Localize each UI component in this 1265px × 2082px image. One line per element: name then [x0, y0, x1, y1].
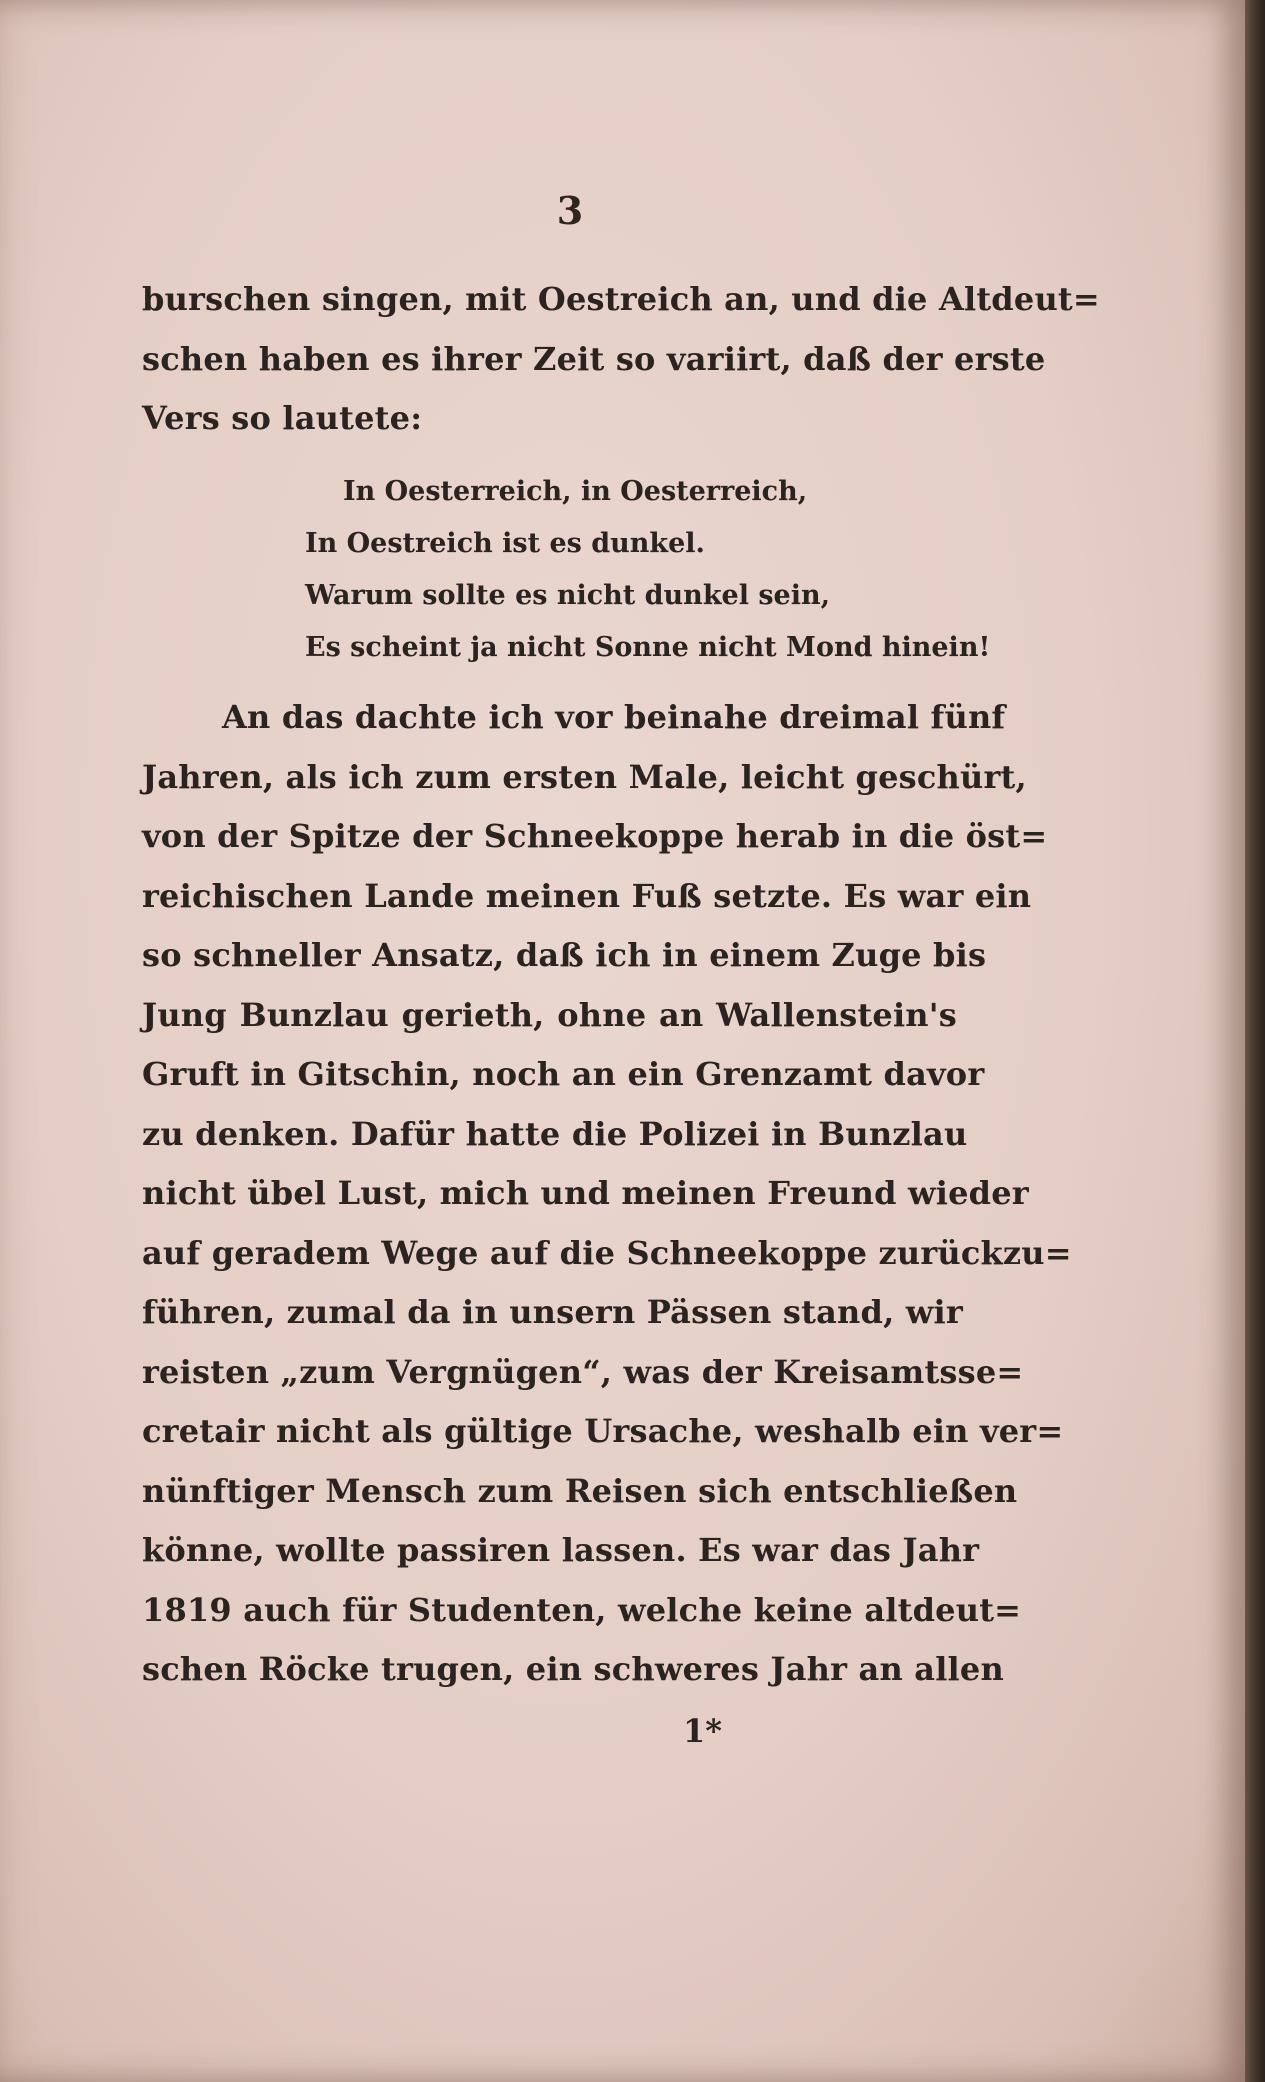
text-line: könne, wollte passiren lassen. Es war das Jahr	[142, 1531, 980, 1569]
text-line: reichischen Lande meinen Fuß setzte. Es war ein	[142, 876, 1032, 915]
text-line: zu denken. Dafür hatte die Polizei in Bunzlau	[142, 1114, 968, 1153]
text-line: 1819 auch für Studenten, welche keine altdeut=	[142, 1590, 1022, 1629]
verse-line: In Oesterreich, in Oesterreich,	[343, 476, 808, 507]
text-line: so schneller Ansatz, daß ich in einem Zuge bis	[142, 936, 987, 974]
text-line: Jung Bunzlau gerieth, ohne an Wallenstein's	[142, 995, 957, 1034]
text-line: cretair nicht als gültige Ursache, weshalb ein ver=	[142, 1412, 1064, 1450]
text-line: burschen singen, mit Oestreich an, und die Altdeut=	[142, 280, 1100, 318]
text-line: Vers so lautete:	[142, 399, 423, 437]
text-line: nünftiger Mensch zum Reisen sich entschließen	[142, 1471, 1018, 1510]
signature-mark: 1*	[683, 1712, 722, 1750]
intro-paragraph	[142, 270, 1100, 449]
text-line: von der Spitze der Schneekoppe herab in die öst=	[142, 817, 1048, 855]
text-line: An das dachte ich vor beinahe dreimal fünf	[222, 698, 1006, 736]
book-spine-edge	[1245, 0, 1265, 2082]
text-line: Gruft in Gitschin, noch an ein Grenzamt davor	[142, 1055, 985, 1093]
verse-line: Es scheint ja nicht Sonne nicht Mond hinein!	[305, 632, 991, 663]
verse-line: Warum sollte es nicht dunkel sein,	[305, 580, 831, 611]
page-number: 3	[556, 188, 584, 233]
text-line: auf geradem Wege auf die Schneekoppe zurückzu=	[142, 1233, 1072, 1272]
text-line: reisten „zum Vergnügen“, was der Kreisamtsse=	[142, 1352, 1024, 1391]
text-line: führen, zumal da in unsern Pässen stand, wir	[142, 1293, 963, 1331]
text-line: Jahren, als ich zum ersten Male, leicht geschürt,	[142, 757, 1027, 796]
text-line: schen haben es ihrer Zeit so variirt, daß der erste	[142, 339, 1046, 378]
verse-line: In Oestreich ist es dunkel.	[305, 528, 705, 559]
text-line: schen Röcke trugen, ein schweres Jahr an allen	[142, 1650, 1004, 1688]
verse-block	[305, 466, 990, 674]
main-paragraph	[142, 688, 1072, 1700]
text-line: nicht übel Lust, mich und meinen Freund wieder	[142, 1174, 1029, 1212]
